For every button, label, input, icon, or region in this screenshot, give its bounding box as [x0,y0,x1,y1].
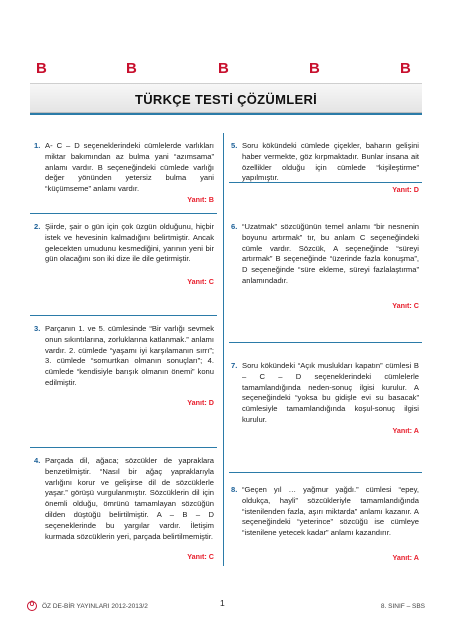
row-divider [30,315,217,316]
answer-key-letters [0,60,452,80]
question-number: 7. [231,361,238,370]
key-letter: B [126,60,137,77]
row-divider [229,472,422,473]
question-number: 1. [34,141,41,150]
question-4 [34,456,214,568]
question-3 [34,324,214,442]
answer-label: Yanıt: A [392,553,419,562]
publisher-name: ÖZ DE-BİR YAYINLARI 2012-2013/2 [42,603,148,610]
question-number: 2. [34,222,41,231]
question-text: Soru kökündeki “Açık muslukları kapatın” cümlesi B – C – D seçeneklerindeki cümlelerle tamamlandığında neden-sonuç ilgisi kurulur. A seçeneğindeki “yoksa bu gidişle evi su basacak” cümlesiyle tamamlandığında koşul-sonuç ilgisi kurulur. [242,361,419,424]
title-banner [30,83,422,113]
title-underline [30,113,422,115]
question-7 [231,361,419,466]
answer-label: Yanıt: D [392,185,419,194]
answer-label: Yanıt: C [187,277,214,286]
question-number: 5. [231,141,238,150]
question-text: Parçanın 1. ve 5. cümlesinde “Bir varlığı sevmek onun sıkıntılarına, zorluklarına katlanmak.” anlamı vardır. 2. cümlede “yaşamı iyi karşılamanın sırrı”; 3. cümlede “somurtkan olmanın sonuçları”; 4. cümlede “kendisiyle barışık olmanın önemi” konu edilmiştir. [45,324,214,387]
column-divider [223,133,224,566]
key-letter: B [309,60,320,77]
answer-label: Yanıt: C [392,301,419,310]
question-number: 3. [34,324,41,333]
key-letter: B [400,60,411,77]
row-divider [30,213,217,214]
answer-label: Yanıt: D [187,398,214,407]
question-8 [231,485,419,585]
question-1 [34,141,214,209]
row-divider [229,342,422,343]
question-number: 8. [231,485,238,494]
page-number: 1 [220,598,225,608]
question-6 [231,222,419,337]
publisher-logo-icon: Ö [27,601,37,611]
question-5 [231,141,419,194]
key-letter: B [36,60,47,77]
question-text: Parçada dil, ağaca; sözcükler de yapraklara benzetilmiştir. “Nasıl bir ağaç yapraklarıyla varlığını korur ve gelişirse dil de sözcüklerle yaşar.” görüşü vurgulanmıştır. Sözcüklerin dil için önemli olduğu, ömrünü tamamlayan sözcüğün dilden düştüğü belirtilmiştir. A – B – D seçeneklerinde bu yargılar vardır. İletişim kurmada sözcüklerin yeri, parçada belirtilmemiştir. [45,456,214,541]
question-text: A- C – D seçeneklerindeki cümlelerde varlıkları miktar bakımından az bulma yani “azımsama” anlamı vardır. B seçeneğindeki cümlede varlığı değer yönünden yetersiz bulma yani “küçümseme” anlamı vardır. [45,141,214,194]
page-title: TÜRKÇE TESTİ ÇÖZÜMLERİ [134,92,318,107]
question-text: “Geçen yıl … yağmur yağdı.” cümlesi “epey, oldukça, hayli” sözcükleriyle tamamlandığında “istenilenden fazla, aşırı miktarda” anlamı kazanır. A seçeneğindeki “yeterince” sözcüğü ise cümleye “istenilene yetecek kadar” anlamı kazandırır. [242,485,419,538]
question-text: Şiirde, şair o gün için çok üzgün olduğunu, hiçbir istek ve hevesinin kalmadığını belirtmiştir. Ancak gelecekten umudunu kesmediğini, yarının yeni bir gün olacağını son iki dize ile dile getirmiştir. [45,222,214,264]
question-2 [34,222,214,310]
answer-label: Yanıt: A [392,426,419,435]
key-letter: B [218,60,229,77]
question-number: 4. [34,456,41,465]
row-divider [30,447,217,448]
question-text: Soru kökündeki cümlede çiçekler, baharın gelişini haber vermekte, göz kırpmaktadır. Bunlar insana ait özellikler olduğu için cümlede “kişileştirme” yapılmıştır. [242,141,419,183]
grade-label: 8. SINIF – SBS [380,603,425,610]
question-text: “Uzatmak” sözcüğünün temel anlamı “bir nesnenin boyunu artırmak” tır, bu anlam C seçeneğindeki cümle vardır. Sözcük, A seçeneğinde “süreyi artırmak” B seçeneğinde “üzerinde fazla konuşma”, D seçeneğinde “süre ekleme, süreyi fazlalaştırma” anlamındadır. [242,222,419,285]
question-number: 6. [231,222,238,231]
page-footer [0,598,452,618]
answer-label: Yanıt: B [187,195,214,204]
answer-label: Yanıt: C [187,552,214,561]
